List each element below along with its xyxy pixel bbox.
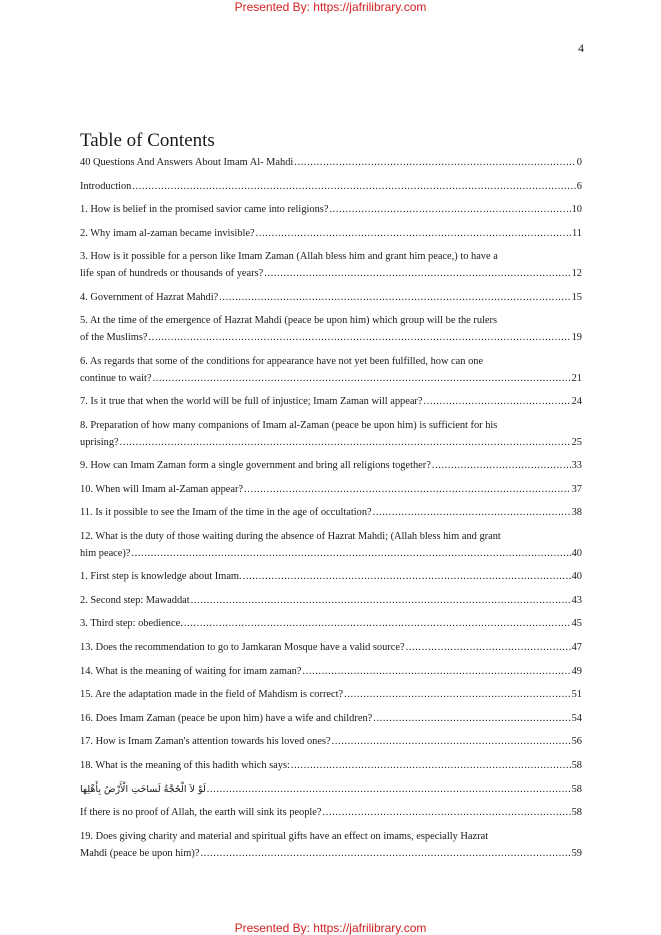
bottom-banner[interactable]: Presented By: https://jafrilibrary.com — [234, 921, 427, 935]
toc-entry[interactable] — [80, 528, 582, 568]
toc-entry[interactable] — [80, 417, 582, 457]
toc-entry-page: 12 — [571, 268, 582, 280]
dot-leader — [264, 265, 570, 282]
toc-entry[interactable] — [80, 568, 582, 592]
toc-entry[interactable] — [80, 289, 582, 313]
toc-entry-page: 15 — [571, 291, 582, 303]
dot-leader — [149, 329, 571, 346]
toc-entry-page: 40 — [571, 547, 582, 559]
toc-entry-text: uprising? — [80, 436, 119, 448]
dot-leader — [120, 434, 571, 451]
toc-entry-text: 2. Second step: Mawaddat — [80, 594, 190, 606]
toc-entry-text-line1: 19. Does giving charity and material and spiritual gifts have an effect on imams, especially Hazrat — [80, 830, 489, 842]
toc-entry-text: 18. What is the meaning of this hadith which says: — [80, 760, 290, 772]
toc-entry-text: him peace)? — [80, 547, 131, 559]
toc-entry-page: 43 — [571, 594, 582, 606]
toc-entry-text: 4. Government of Hazrat Mahdi? — [80, 291, 219, 303]
dot-leader — [329, 201, 570, 218]
toc-entry-text: of the Muslims? — [80, 332, 148, 344]
toc-entry-text-line1: 5. At the time of the emergence of Hazrat Mahdi (peace be upon him) which group will be the rulers — [80, 315, 498, 327]
toc-entry-page: 45 — [571, 618, 582, 630]
toc-entry-page: 10 — [571, 204, 582, 216]
toc-entry[interactable] — [80, 828, 582, 868]
toc-list — [80, 154, 582, 868]
toc-entry-text-line1: 12. What is the duty of those waiting during the absence of Hazrat Mahdi; (Allah bless him and grant — [80, 530, 501, 542]
dot-leader — [344, 686, 570, 703]
dot-leader — [256, 225, 571, 242]
toc-entry-page: 21 — [571, 372, 582, 384]
toc-entry[interactable] — [80, 592, 582, 616]
toc-entry-page: 24 — [571, 396, 582, 408]
toc-entry-page: 58 — [571, 783, 582, 795]
toc-entry-page: 19 — [571, 332, 582, 344]
dot-leader — [243, 568, 571, 585]
toc-entry-text: 15. Are the adaptation made in the field of Mahdism is correct? — [80, 689, 344, 701]
dot-leader — [291, 757, 571, 774]
toc-entry-text: 16. Does Imam Zaman (peace be upon him) have a wife and children? — [80, 712, 373, 724]
toc-title: Table of Contents — [80, 130, 215, 151]
toc-entry[interactable] — [80, 393, 582, 417]
toc-entry-page: 56 — [571, 736, 582, 748]
toc-entry[interactable] — [80, 353, 582, 393]
toc-entry-page: 6 — [576, 180, 582, 192]
toc-entry-text: If there is no proof of Allah, the earth will sink its people? — [80, 807, 322, 819]
dot-leader — [323, 804, 571, 821]
dot-leader — [244, 481, 571, 498]
dot-leader — [373, 710, 570, 727]
toc-entry-page: 25 — [571, 436, 582, 448]
dot-leader — [406, 639, 571, 656]
toc-entry-page: 40 — [571, 571, 582, 583]
toc-entry-text: Mahdi (peace be upon him)? — [80, 847, 200, 859]
dot-leader — [432, 457, 571, 474]
dot-leader — [191, 592, 571, 609]
dot-leader — [153, 370, 571, 387]
toc-entry-text: 1. First step is knowledge about Imam. — [80, 571, 242, 583]
toc-entry[interactable] — [80, 154, 582, 178]
toc-entry-page: 58 — [571, 760, 582, 772]
dot-leader — [132, 178, 575, 195]
toc-entry[interactable] — [80, 248, 582, 288]
toc-entry[interactable] — [80, 710, 582, 734]
top-banner[interactable]: Presented By: https://jafrilibrary.com — [234, 0, 427, 14]
toc-entry[interactable] — [80, 481, 582, 505]
toc-entry-text: 11. Is it possible to see the Imam of the time in the age of occultation? — [80, 507, 372, 519]
toc-entry-text: 7. Is it true that when the world will be full of injustice; Imam Zaman will appear? — [80, 396, 423, 408]
toc-entry-page: 59 — [571, 847, 582, 859]
toc-entry[interactable] — [80, 457, 582, 481]
toc-entry[interactable] — [80, 686, 582, 710]
toc-entry[interactable] — [80, 178, 582, 202]
toc-entry-text: 13. Does the recommendation to go to Jamkaran Mosque have a valid source? — [80, 642, 405, 654]
dot-leader — [424, 393, 571, 410]
toc-entry-text: 1. How is belief in the promised savior came into religions? — [80, 204, 329, 216]
toc-entry[interactable] — [80, 733, 582, 757]
toc-entry[interactable] — [80, 225, 582, 249]
toc-entry-text: 10. When will Imam al-Zaman appear? — [80, 483, 244, 495]
toc-entry[interactable] — [80, 663, 582, 687]
toc-entry-page: 54 — [571, 712, 582, 724]
toc-entry[interactable] — [80, 639, 582, 663]
dot-leader — [294, 154, 576, 171]
dot-leader — [200, 845, 570, 862]
toc-entry-text-arabic: لَوْ لاَ الْحُجَّةُ لَساخَتِ الْأَرْضُ بِأَهْلِها — [80, 783, 206, 795]
toc-entry[interactable] — [80, 201, 582, 225]
toc-entry[interactable] — [80, 757, 582, 781]
toc-entry[interactable] — [80, 504, 582, 528]
toc-entry-page: 11 — [571, 227, 582, 239]
dot-leader — [219, 289, 570, 306]
toc-entry-page: 47 — [571, 642, 582, 654]
toc-entry[interactable] — [80, 781, 582, 805]
toc-entry[interactable] — [80, 615, 582, 639]
toc-entry-page: 49 — [571, 665, 582, 677]
toc-entry-text: 17. How is Imam Zaman's attention towards his loved ones? — [80, 736, 331, 748]
toc-entry-text: 2. Why imam al-zaman became invisible? — [80, 227, 255, 239]
dot-leader — [373, 504, 571, 521]
toc-entry-text: 3. Third step: obedience. — [80, 618, 183, 630]
toc-entry[interactable] — [80, 312, 582, 352]
toc-entry-page: 0 — [576, 157, 582, 168]
toc-entry-text: 40 Questions And Answers About Imam Al- Mahdi — [80, 157, 294, 168]
page-number: 4 — [578, 41, 584, 55]
toc-entry[interactable] — [80, 804, 582, 828]
toc-entry-page: 37 — [571, 483, 582, 495]
dot-leader — [302, 663, 570, 680]
dot-leader — [131, 545, 570, 562]
toc-entry-text: continue to wait? — [80, 372, 152, 384]
dot-leader — [207, 781, 571, 798]
dot-leader — [184, 615, 571, 632]
toc-entry-text-line1: 8. Preparation of how many companions of Imam al-Zaman (peace be upon him) is sufficient for his — [80, 419, 498, 431]
toc-entry-text: 14. What is the meaning of waiting for imam zaman? — [80, 665, 302, 677]
toc-entry-page: 38 — [571, 507, 582, 519]
dot-leader — [332, 733, 571, 750]
toc-entry-page: 33 — [571, 460, 582, 472]
toc-entry-text-line1: 3. How is it possible for a person like Imam Zaman (Allah bless him and grant him peace,) to have a — [80, 251, 498, 263]
toc-entry-text: Introduction — [80, 180, 132, 192]
toc-entry-page: 58 — [571, 807, 582, 819]
toc-entry-text: life span of hundreds or thousands of years? — [80, 268, 264, 280]
toc-entry-page: 51 — [571, 689, 582, 701]
toc-entry-text: 9. How can Imam Zaman form a single government and bring all religions together? — [80, 460, 431, 472]
toc-entry-text-line1: 6. As regards that some of the conditions for appearance have not yet been fulfilled, how can one — [80, 355, 484, 367]
